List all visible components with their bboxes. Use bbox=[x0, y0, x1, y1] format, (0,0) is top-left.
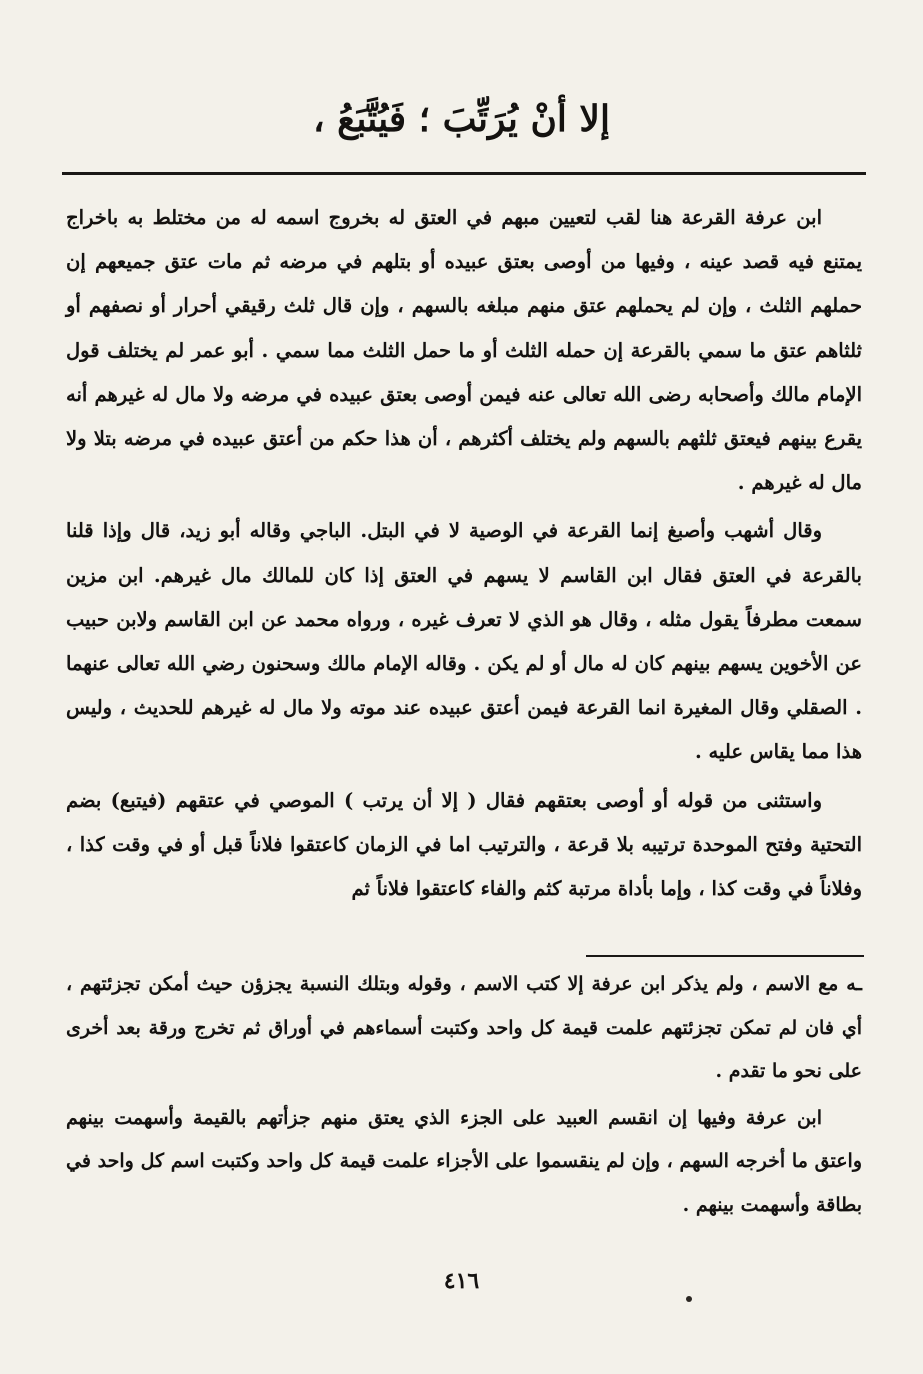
paragraph: ابن عرفة القرعة هنا لقب لتعيين مبهم في العتق له بخروج اسمه له من مختلط به باخراج يمتنع فيه قصد عينه ، وفيها من أوصى بعتق عبيده أو بتلهم في مرضه ثم مات عتق جميعهم إن حملهم الثلث ، وإن لم يحملهم عتق منهم مبلغه بالسهم ، وإن قال ثلث رقيقي أحرار أو نصفهم أو ثلثاهم عتق ما سمي بالقرعة إن حمله الثلث أو ما حمل الثلث مما سمي . أبو عمر لم يختلف قول الإمام مالك وأصحابه رضى الله تعالى عنه فيمن أوصى بعتق عبيده في مرضه ولا مال له غيرهم أنه يقرع بينهم فيعتق ثلثهم بالسهم ولم يختلف أكثرهم ، أن هذا حكم من أعتق عبيده في مرضه بتلا ولا مال له غيرهم . bbox=[66, 206, 862, 495]
page-number: ٤١٦ bbox=[443, 1268, 480, 1294]
main-text bbox=[66, 196, 862, 911]
footnote-rule bbox=[586, 955, 864, 957]
ink-speck bbox=[686, 1296, 692, 1302]
footnotes bbox=[66, 963, 862, 1228]
paragraph: وقال أشهب وأصبغ إنما القرعة في الوصية لا في البتل. الباجي وقاله أبو زيد، قال وإذا قلنا بالقرعة في العتق فقال ابن القاسم لا يسهم في العتق إذا كان للمالك مال غيرهم. ابن مزين سمعت مطرفاً يقول مثله ، وقال هو الذي لا تعرف غيره ، ورواه محمد عن ابن القاسم ولابن حبيب عن الأخوين يسهم بينهم كان له مال أو لم يكن . وقاله الإمام مالك وسحنون رضي الله تعالى عنهما . الصقلي وقال المغيرة انما القرعة فيمن أعتق عبيده عند موته ولا مال له غيرهم للحديث ، وليس هذا مما يقاس عليه . bbox=[66, 519, 862, 764]
paragraph: واستثنى من قوله أو أوصى بعتقهم فقال ( إلا أن يرتب ) الموصي في عتقهم (فيتبع) بضم التحتية وفتح الموحدة ترتيبه بلا قرعة ، والترتيب اما في الزمان كاعتقوا فلاناً قبل أو في وقت كذا ، وفلاناً في وقت كذا ، وإما بأداة مرتبة كثم والفاء كاعتقوا فلاناً ثم bbox=[66, 788, 862, 901]
running-title: إلا أنْ يُرَتِّبَ ؛ فَيُتَّبَعُ ، bbox=[313, 98, 610, 140]
header-rule bbox=[62, 172, 866, 175]
footnote-paragraph: ابن عرفة وفيها إن انقسم العبيد على الجزء الذي يعتق منهم جزأتهم بالقيمة وأسهمت بينهم واعتق ما أخرجه السهم ، وإن لم ينقسموا على الأجزاء علمت قيمة كل واحد وكتبت اسم كل واحد في بطاقة وأسهمت بينهم . bbox=[66, 1106, 862, 1216]
footnote-paragraph: ـه مع الاسم ، ولم يذكر ابن عرفة إلا كتب الاسم ، وقوله وبتلك النسبة يجزؤن حيث أمكن تجزئتهم ، أي فان لم تمكن تجزئتهم علمت قيمة كل واحد وكتبت أسماءهم في أوراق ثم تخرج ورقة بعد أخرى على نحو ما تقدم . bbox=[66, 973, 862, 1083]
